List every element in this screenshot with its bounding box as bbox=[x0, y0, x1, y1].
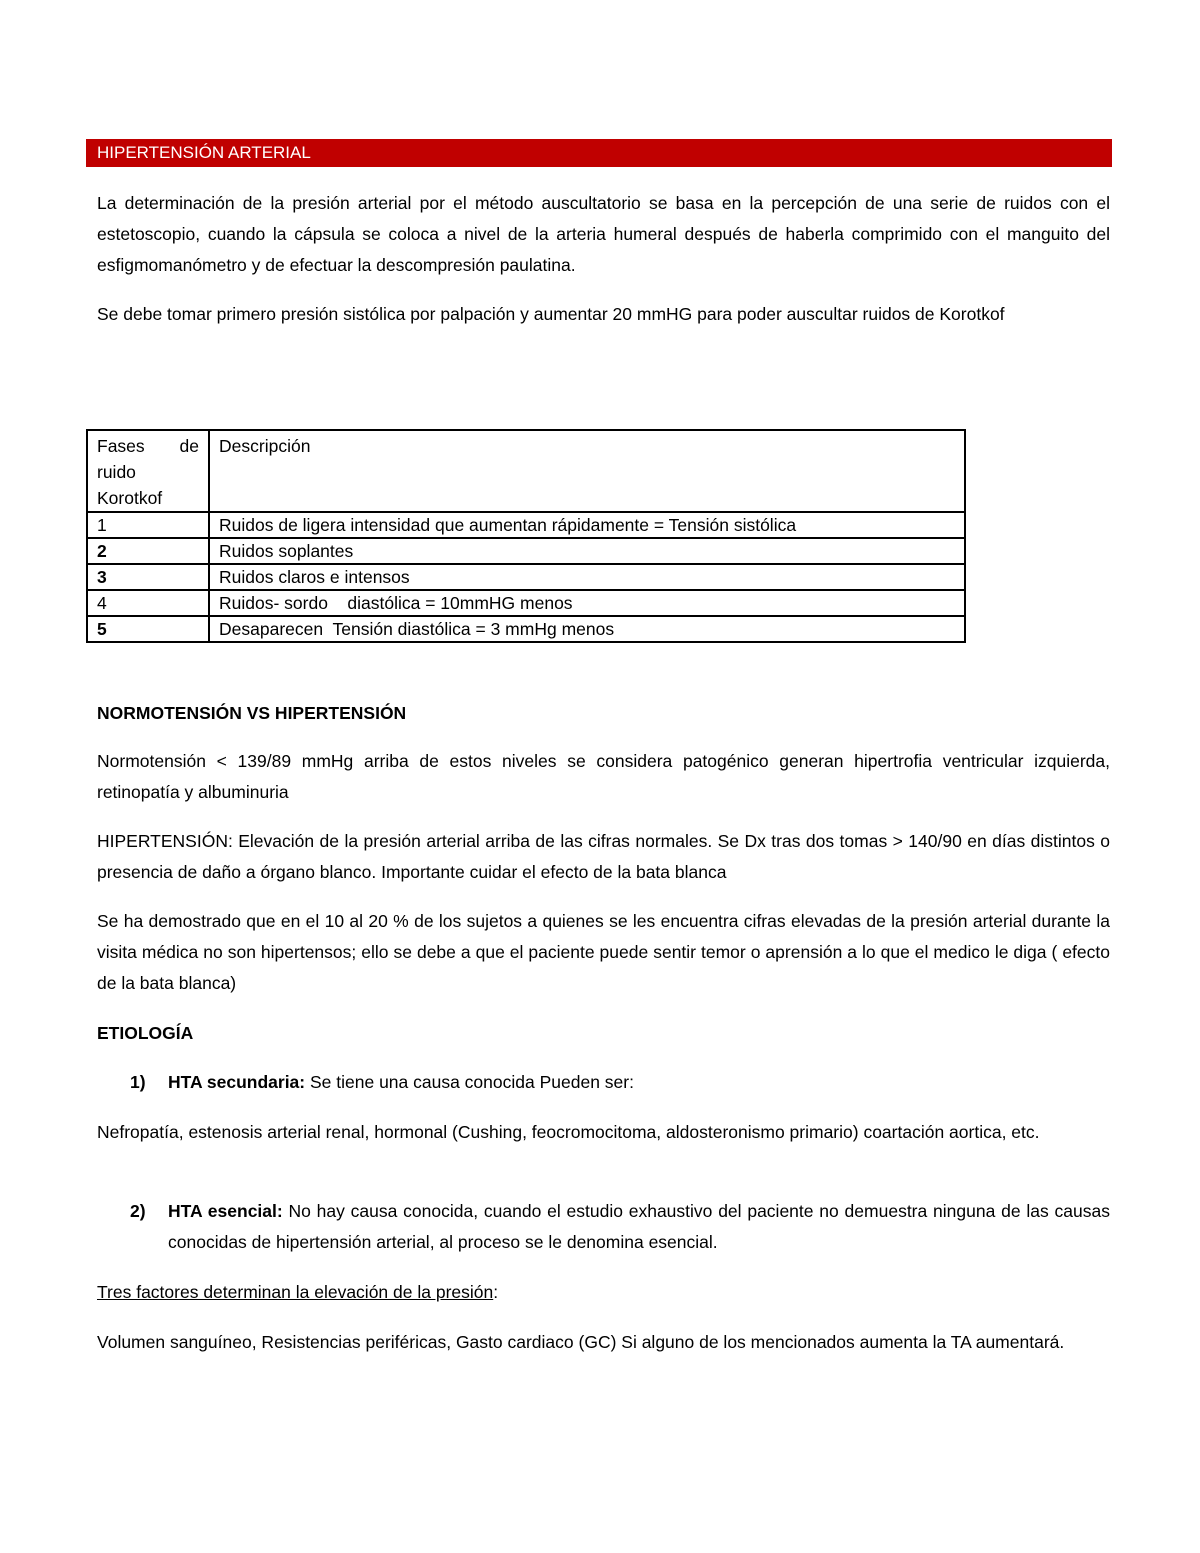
normotension-paragraph: Normotensión < 139/89 mmHg arriba de estos niveles se considera patogénico generan hipertrofia ventricular izquierda, retinopatía y albuminuria bbox=[97, 751, 1110, 802]
list-item-essential bbox=[130, 1196, 1110, 1258]
phase-cell: 1 bbox=[87, 512, 209, 538]
table-header-row bbox=[87, 430, 965, 512]
secondary-causes-paragraph: Nefropatía, estenosis arterial renal, hormonal (Cushing, feocromocitoma, aldosteronismo primario) coartación aortica, etc. bbox=[97, 1122, 1040, 1142]
table-row bbox=[87, 564, 965, 590]
header-phases-line-1: Fases de bbox=[97, 436, 199, 456]
description-cell: Desaparecen Tensión diastólica = 3 mmHg menos bbox=[209, 616, 965, 642]
page-title: HIPERTENSIÓN ARTERIAL bbox=[86, 139, 1112, 167]
intro-paragraph-2: Se debe tomar primero presión sistólica por palpación y aumentar 20 mmHG para poder auscultar ruidos de Korotkof bbox=[97, 304, 1005, 324]
heading-etiologia: ETIOLOGÍA bbox=[97, 1023, 194, 1043]
factors-paragraph: Volumen sanguíneo, Resistencias periféricas, Gasto cardiaco (GC) Si alguno de los mencionados aumenta la TA aumentará. bbox=[97, 1332, 1065, 1352]
header-phases-cell bbox=[87, 430, 209, 512]
list-number: 1) bbox=[130, 1072, 146, 1092]
list-number: 2) bbox=[130, 1201, 146, 1221]
factors-colon: : bbox=[493, 1282, 499, 1302]
factors-heading-line bbox=[97, 1277, 1110, 1308]
white-coat-paragraph: Se ha demostrado que en el 10 al 20 % de los sujetos a quienes se les encuentra cifras elevadas de la presión arterial durante la visita médica no son hipertensos; ello se debe a que el paciente puede sentir temor o aprensión a lo que el medico le diga ( efecto de la bata blanca) bbox=[97, 911, 1110, 993]
list-label: HTA esencial: bbox=[168, 1201, 283, 1221]
korotkof-phases-table bbox=[86, 429, 966, 643]
description-cell: Ruidos claros e intensos bbox=[209, 564, 965, 590]
description-cell: Ruidos de ligera intensidad que aumentan rápidamente = Tensión sistólica bbox=[209, 512, 965, 538]
list-text: No hay causa conocida, cuando el estudio exhaustivo del paciente no demuestra ninguna de las causas conocidas de hipertensión arterial, al proceso se le denomina esencial. bbox=[168, 1201, 1110, 1252]
header-phases-line-3: Korotkof bbox=[97, 488, 163, 508]
hipertension-paragraph: HIPERTENSIÓN: Elevación de la presión arterial arriba de las cifras normales. Se Dx tras dos tomas > 140/90 en días distintos o presencia de daño a órgano blanco. Importante cuidar el efecto de la bata blanca bbox=[97, 831, 1110, 882]
factors-heading: Tres factores determinan la elevación de la presión bbox=[97, 1282, 494, 1302]
table-row bbox=[87, 512, 965, 538]
table-row bbox=[87, 590, 965, 616]
intro-paragraph-1: La determinación de la presión arterial por el método auscultatorio se basa en la percepción de una serie de ruidos con el estetoscopio, cuando la cápsula se coloca a nivel de la arteria humeral después de haberla comprimido con el manguito del esfigmomanómetro y de efectuar la descompresión paulatina. bbox=[97, 193, 1110, 275]
phase-cell: 5 bbox=[87, 616, 209, 642]
list-label: HTA secundaria: bbox=[168, 1072, 306, 1092]
list-item-secondary bbox=[130, 1067, 634, 1098]
phase-cell: 4 bbox=[87, 590, 209, 616]
heading-normotension: NORMOTENSIÓN VS HIPERTENSIÓN bbox=[97, 703, 407, 723]
table-row bbox=[87, 616, 965, 642]
description-cell: Ruidos- sordo diastólica = 10mmHG menos bbox=[209, 590, 965, 616]
header-description-cell: Descripción bbox=[209, 430, 965, 512]
table-row bbox=[87, 538, 965, 564]
header-phases-line-2: ruido bbox=[97, 462, 136, 482]
list-text: Se tiene una causa conocida Pueden ser: bbox=[305, 1072, 634, 1092]
phase-cell: 2 bbox=[87, 538, 209, 564]
phase-cell: 3 bbox=[87, 564, 209, 590]
description-cell: Ruidos soplantes bbox=[209, 538, 965, 564]
